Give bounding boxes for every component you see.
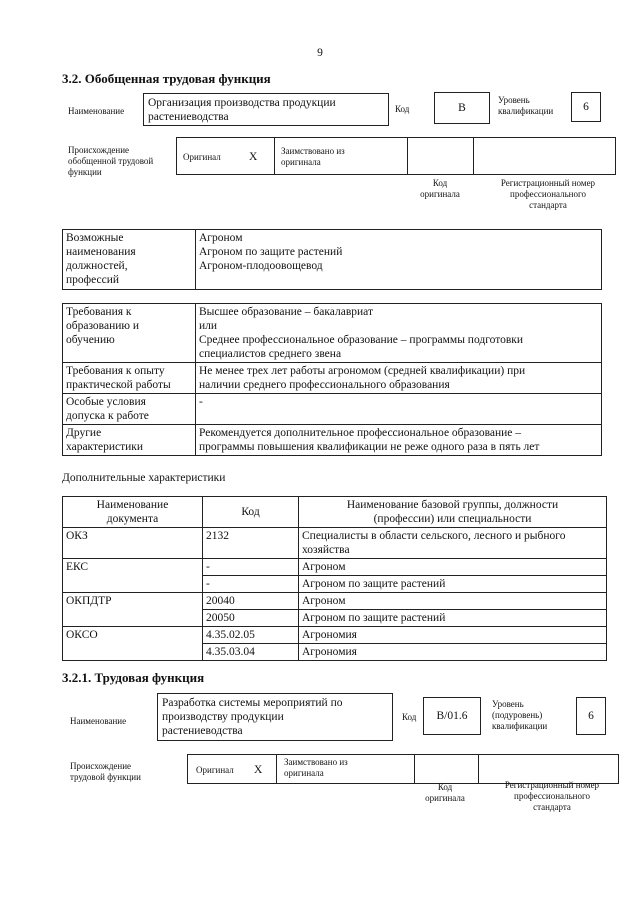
divider [414, 755, 415, 783]
name-cell: Агроном [299, 593, 607, 610]
name-cell: Специалисты в области сельского, лесного и рыбного хозяйства [299, 528, 607, 559]
table-row [63, 528, 607, 559]
positions-value: Агроном Агроном по защите растений Агроном-плодоовощевод [196, 230, 602, 290]
code-cell: 20050 [203, 610, 299, 627]
level-label: Уровень (подуровень) квалификации [492, 699, 548, 731]
reg-number-label: Регистрационный номер профессионального стандарта [504, 780, 600, 812]
level-field: 6 [576, 697, 606, 735]
original-label: Оригинал [183, 152, 221, 162]
function-name-field: Организация производства продукции растениеводства [143, 93, 389, 126]
divider [274, 138, 275, 174]
code-field: B/01.6 [423, 697, 481, 735]
table-row [63, 363, 602, 394]
divider [407, 138, 408, 174]
name-label: Наименование [68, 106, 125, 116]
requirements-label: Требования к образованию и обучению [63, 304, 196, 363]
table-row [63, 304, 602, 363]
additional-table [62, 496, 607, 661]
original-mark: X [249, 151, 258, 163]
function-name-field: Разработка системы мероприятий по производству продукции растениеводства [157, 693, 393, 741]
requirements-label: Особые условия допуска к работе [63, 394, 196, 425]
requirements-label: Требования к опыту практической работы [63, 363, 196, 394]
divider [473, 138, 474, 174]
code-label: Код [395, 104, 410, 114]
divider [478, 755, 479, 783]
header-document: Наименование документа [63, 497, 203, 528]
requirements-label: Другие характеристики [63, 425, 196, 456]
name-cell: Агроном по защите растений [299, 610, 607, 627]
code-cell: 20040 [203, 593, 299, 610]
code-label: Код [402, 712, 417, 722]
table-row [63, 627, 607, 644]
header-code: Код [203, 497, 299, 528]
subsection-title: 3.2.1. Трудовая функция [62, 670, 205, 685]
requirements-value: - [196, 394, 602, 425]
doc-cell: ОКЗ [63, 528, 203, 559]
name-cell: Агрономия [299, 644, 607, 661]
table-row [63, 425, 602, 456]
requirements-table [62, 303, 602, 456]
reg-number-label: Регистрационный номер профессионального стандарта [500, 178, 596, 210]
name-cell: Агроном [299, 559, 607, 576]
level-field: 6 [571, 92, 601, 122]
name-cell: Агроном по защите растений [299, 576, 607, 593]
table-row [63, 593, 607, 610]
additional-title: Дополнительные характеристики [62, 472, 226, 484]
origin-table [176, 137, 616, 175]
code-field: B [434, 92, 490, 124]
table-header-row [63, 497, 607, 528]
divider [276, 755, 277, 783]
doc-cell: ОКСО [63, 627, 203, 661]
code-cell: 4.35.03.04 [203, 644, 299, 661]
code-cell: - [203, 576, 299, 593]
original-mark: X [254, 764, 263, 776]
section-title: 3.2. Обобщенная трудовая функция [62, 71, 271, 86]
code-cell: 4.35.02.05 [203, 627, 299, 644]
code-original-label: Код оригинала [420, 178, 460, 199]
table-row [63, 394, 602, 425]
requirements-value: Высшее образование – бакалавриат или Среднее профессиональное образование – программы подготовки специалистов среднего звена [196, 304, 602, 363]
level-label: Уровень квалификации [498, 95, 554, 116]
code-original-label: Код оригинала [425, 782, 465, 803]
name-label: Наименование [70, 716, 127, 726]
name-cell: Агрономия [299, 627, 607, 644]
table-row [63, 230, 602, 290]
positions-table [62, 229, 602, 290]
doc-cell: ЕКС [63, 559, 203, 593]
borrowed-label: Заимствовано из оригинала [281, 146, 345, 167]
requirements-value: Не менее трех лет работы агрономом (средней квалификации) при наличии среднего профессионального образования [196, 363, 602, 394]
table-row [63, 559, 607, 576]
positions-label: Возможные наименования должностей, профессий [63, 230, 196, 290]
doc-cell: ОКПДТР [63, 593, 203, 627]
borrowed-label: Заимствовано из оригинала [284, 757, 348, 778]
code-cell: - [203, 559, 299, 576]
original-label: Оригинал [196, 765, 234, 775]
origin-label: Происхождение трудовой функции [70, 761, 141, 782]
origin-label: Происхождение обобщенной трудовой функции [68, 145, 154, 177]
page-number: 9 [317, 47, 323, 59]
header-name: Наименование базовой группы, должности (профессии) или специальности [299, 497, 607, 528]
code-cell: 2132 [203, 528, 299, 559]
requirements-value: Рекомендуется дополнительное профессиональное образование – программы повышения квалификации не реже одного раза в пять лет [196, 425, 602, 456]
